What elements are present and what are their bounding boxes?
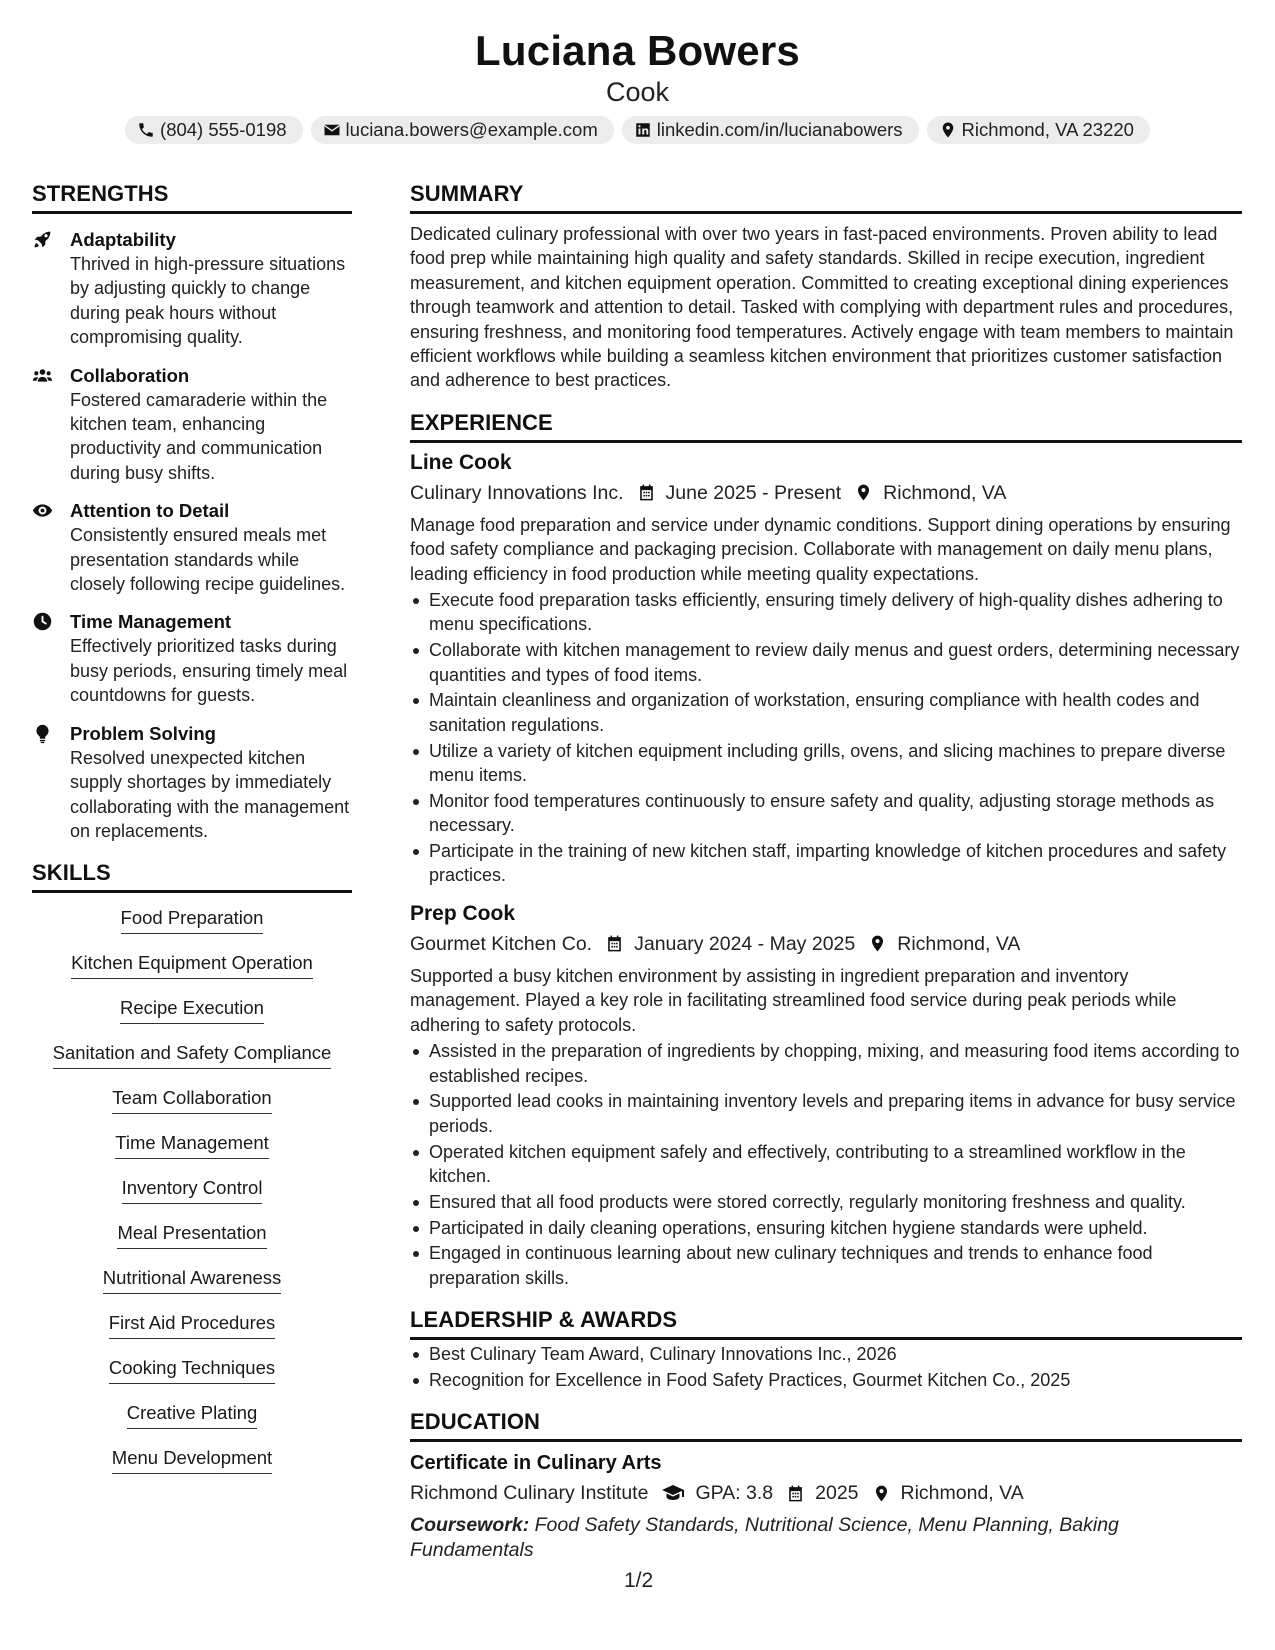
list-item: Assisted in the preparation of ingredients by chopping, mixing, and measuring food items according to established recipes. <box>410 1039 1242 1088</box>
education-heading: EDUCATION <box>410 1409 1242 1442</box>
graduation-cap-icon <box>661 1481 685 1505</box>
skill-item: Food Preparation <box>32 905 352 950</box>
list-item: Participate in the training of new kitchen staff, imparting knowledge of kitchen procedures and safety practices. <box>410 839 1242 888</box>
resume-columns <box>32 181 1243 1562</box>
calendar-icon <box>637 483 656 502</box>
awards-section <box>410 1307 1242 1392</box>
users-icon <box>32 365 53 386</box>
strengths-heading: STRENGTHS <box>32 181 352 214</box>
location-pill <box>927 116 1150 144</box>
awards-list <box>410 1342 1242 1392</box>
strength-title: Collaboration <box>70 364 190 386</box>
list-item: Best Culinary Team Award, Culinary Innovations Inc., 2026 <box>410 1342 1242 1366</box>
candidate-role: Cook <box>605 77 670 107</box>
skill-item: Inventory Control <box>32 1175 352 1220</box>
lightbulb-icon <box>32 723 53 744</box>
clock-icon <box>32 611 53 632</box>
location-text: Richmond, VA 23220 <box>961 119 1134 140</box>
summary-heading: SUMMARY <box>410 181 1242 214</box>
awards-heading: LEADERSHIP & AWARDS <box>410 1307 1242 1340</box>
school-location: Richmond, VA <box>900 1482 1024 1505</box>
map-pin-icon <box>939 121 957 139</box>
skill-item: Team Collaboration <box>32 1085 352 1130</box>
skill-item: Time Management <box>32 1130 352 1175</box>
job-location: Richmond, VA <box>883 481 1007 504</box>
contact-bar <box>32 116 1243 144</box>
list-item: Collaborate with kitchen management to review daily menus and guest orders, determining necessary quantities and types of food items. <box>410 638 1242 687</box>
strength-item <box>32 721 352 844</box>
job-bullets <box>410 588 1242 888</box>
strength-desc: Effectively prioritized tasks during busy periods, ensuring timely meal countdowns for guests. <box>70 636 348 706</box>
job-meta <box>410 478 1242 508</box>
linkedin-icon <box>634 121 652 139</box>
email-pill[interactable] <box>311 116 614 144</box>
calendar-icon <box>605 934 624 953</box>
linkedin-pill[interactable] <box>622 116 919 144</box>
job-title: Prep Cook <box>410 901 516 925</box>
skill-item: Creative Plating <box>32 1400 352 1445</box>
job-company: Culinary Innovations Inc. <box>410 481 624 504</box>
map-pin-icon <box>872 1484 891 1503</box>
phone-text: (804) 555-0198 <box>160 119 287 140</box>
map-pin-icon <box>854 483 873 502</box>
left-column <box>32 181 352 1562</box>
school-name: Richmond Culinary Institute <box>410 1482 649 1505</box>
graduation-year: 2025 <box>815 1482 859 1505</box>
skill-item: Meal Presentation <box>32 1220 352 1265</box>
gpa: GPA: 3.8 <box>695 1482 774 1505</box>
eye-icon <box>32 500 53 521</box>
skill-item: Sanitation and Safety Compliance <box>32 1040 352 1085</box>
resume-header <box>32 26 1243 144</box>
job-description: Supported a busy kitchen environment by assisting in ingredient preparation and inventory management. Played a key role in facilitating streamlined food service during peak periods while adhering to safety protocols. <box>410 965 1177 1035</box>
degree-title: Certificate in Culinary Arts <box>410 1452 662 1475</box>
list-item: Maintain cleanliness and organization of workstation, ensuring compliance with health codes and sanitation regulations. <box>410 688 1242 737</box>
coursework-list: Food Safety Standards, Nutritional Science, Menu Planning, Baking Fundamentals <box>410 1514 1119 1561</box>
strength-item <box>32 363 352 486</box>
strength-desc: Thrived in high-pressure situations by adjusting quickly to change during peak hours without compromising quality. <box>70 254 346 348</box>
phone-icon <box>137 121 155 139</box>
strength-desc: Fostered camaraderie within the kitchen team, enhancing productivity and communication during busy shifts. <box>70 389 328 483</box>
job-bullets <box>410 1039 1242 1290</box>
strength-item <box>32 498 352 596</box>
strength-desc: Resolved unexpected kitchen supply shortages by immediately collaborating with the management on replacements. <box>70 747 350 841</box>
strength-item <box>32 609 352 707</box>
experience-section <box>410 410 1242 1290</box>
coursework-label: Coursework: <box>410 1514 530 1537</box>
skill-item: Recipe Execution <box>32 995 352 1040</box>
map-pin-icon <box>868 934 887 953</box>
strength-title: Problem Solving <box>70 722 216 744</box>
job-title: Line Cook <box>410 450 512 474</box>
job-company: Gourmet Kitchen Co. <box>410 932 593 955</box>
envelope-icon <box>323 121 341 139</box>
strength-desc: Consistently ensured meals met presentation standards while closely following recipe guidelines. <box>70 525 346 595</box>
phone-pill[interactable] <box>125 116 303 144</box>
linkedin-text: linkedin.com/in/lucianabowers <box>656 119 903 140</box>
skills-list <box>32 905 352 1490</box>
job-description: Manage food preparation and service under dynamic conditions. Support dining operations by ensuring food safety compliance and packaging precision. Collaborate with management on daily menu plans, leading efficiency in food production while meeting quality expectations. <box>410 514 1231 584</box>
skills-heading: SKILLS <box>32 860 352 893</box>
strength-title: Adaptability <box>70 229 176 250</box>
candidate-name: Luciana Bowers <box>475 27 800 74</box>
skill-item: Nutritional Awareness <box>32 1265 352 1310</box>
job-dates: June 2025 - Present <box>665 481 842 504</box>
strength-item <box>32 227 352 350</box>
list-item: Ensured that all food products were stored correctly, regularly monitoring freshness and quality. <box>410 1190 1242 1214</box>
experience-heading: EXPERIENCE <box>410 410 1242 443</box>
list-item: Engaged in continuous learning about new culinary techniques and trends to enhance food preparation skills. <box>410 1241 1242 1290</box>
list-item: Operated kitchen equipment safely and effectively, contributing to a streamlined workflow in the kitchen. <box>410 1140 1242 1189</box>
strength-title: Attention to Detail <box>70 500 230 522</box>
list-item: Recognition for Excellence in Food Safety Practices, Gourmet Kitchen Co., 2025 <box>410 1368 1242 1392</box>
coursework <box>410 1513 1242 1562</box>
job-location: Richmond, VA <box>897 932 1021 955</box>
job-dates: January 2024 - May 2025 <box>634 932 856 955</box>
list-item: Supported lead cooks in maintaining inventory levels and preparing items in advance for busy service periods. <box>410 1089 1242 1138</box>
right-column <box>410 181 1242 1562</box>
list-item: Utilize a variety of kitchen equipment including grills, ovens, and slicing machines to prepare diverse menu items. <box>410 739 1242 788</box>
rocket-icon <box>32 229 53 250</box>
job-meta <box>410 929 1242 959</box>
list-item: Participated in daily cleaning operations, ensuring kitchen hygiene standards were upheld. <box>410 1216 1242 1240</box>
list-item: Execute food preparation tasks efficiently, ensuring timely delivery of high-quality dishes adhering to menu specifications. <box>410 588 1242 637</box>
skill-item: First Aid Procedures <box>32 1310 352 1355</box>
skill-item: Cooking Techniques <box>32 1355 352 1400</box>
education-meta <box>410 1478 1242 1508</box>
skill-item: Kitchen Equipment Operation <box>32 950 352 995</box>
email-text: luciana.bowers@example.com <box>345 119 598 140</box>
page-number: 1/2 <box>624 1569 654 1592</box>
education-section <box>410 1409 1242 1562</box>
list-item: Monitor food temperatures continuously to ensure safety and quality, adjusting storage methods as necessary. <box>410 789 1242 838</box>
strength-title: Time Management <box>70 611 232 633</box>
skill-item: Menu Development <box>32 1445 352 1490</box>
calendar-icon <box>786 1484 805 1503</box>
summary-text: Dedicated culinary professional with over two years in fast-paced environments. Proven ability to lead food prep while maintaining high quality and safety standards. Skilled in recipe execution, ingredient measurement, and kitchen equipment operation. Committed to creating exceptional dining experiences through teamwork and attention to detail. Tasked with complying with department rules and procedures, ensuring freshness, and monitoring food temperatures. Actively engage with team members to maintain efficient workflows while building a seamless kitchen environment that prioritizes customer satisfaction and adherence to best practices. <box>410 224 1234 391</box>
